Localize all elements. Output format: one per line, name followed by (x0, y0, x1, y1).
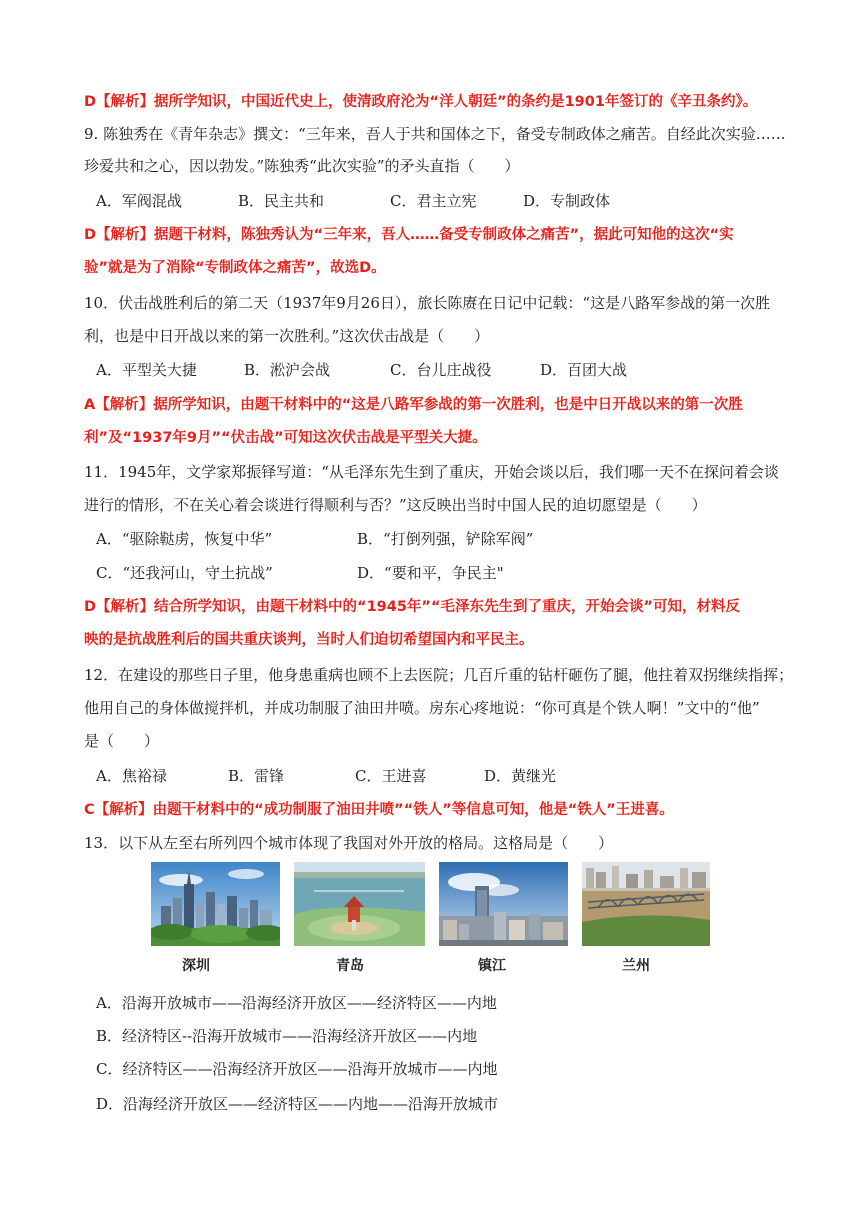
q12-option-c: C．王进喜 (355, 767, 427, 785)
q9-option-b: B．民主共和 (238, 192, 325, 210)
zhenjiang-photo (439, 862, 568, 946)
q13-option-d: D．沿海经济开放区——经济特区——内地——沿海开放城市 (96, 1095, 499, 1113)
question-10-line-1: 10．伏击战胜利后的第二天（1937年9月26日），旅长陈赓在日记中记载：“这是八路军参战的第一次胜 (84, 294, 771, 312)
question-12-line-2: 他用自己的身体做搅拌机，并成功制服了油田井喷。房东心疼地说：“你可真是个铁人啊！”文中的“他” (84, 699, 760, 717)
answer-9-line-2: 验”就是为了消除“专制政体之痛苦”，故选D。 (84, 260, 386, 276)
q9-option-a: A．军阀混战 (96, 192, 182, 210)
q9-option-d: D．专制政体 (523, 192, 611, 210)
caption-qingdao: 青岛 (336, 958, 364, 974)
q11-option-c: C．“还我河山，守土抗战” (96, 564, 273, 582)
q11-option-d: D．“要和平，争民主" (357, 564, 504, 582)
q10-option-a: A．平型关大捷 (96, 361, 197, 379)
q12-option-a: A．焦裕禄 (96, 767, 167, 785)
answer-10-line-1: A【解析】据所学知识，由题干材料中的“这是八路军参战的第一次胜利，也是中日开战以来的第一次胜 (84, 397, 743, 413)
q10-option-b: B．淞沪会战 (244, 361, 331, 379)
question-10-line-2: 利，也是中日开战以来的第一次胜利。”这次伏击战是（ ） (84, 327, 490, 345)
answer-9-line-1: D【解析】据题干材料，陈独秀认为“三年来，吾人……备受专制政体之痛苦”，据此可知他的这次“实 (84, 227, 734, 243)
answer-10-line-2: 利”及“1937年9月”“伏击战”可知这次伏击战是平型关大捷。 (84, 430, 487, 446)
question-12-line-3: 是（ ） (84, 732, 160, 750)
q10-option-d: D．百团大战 (540, 361, 628, 379)
answer-11-line-1: D【解析】结合所学知识，由题干材料中的“1945年”“毛泽东先生到了重庆，开始会谈”可知，材料反 (84, 599, 741, 615)
answer-12: C【解析】由题干材料中的“成功制服了油田井喷”“铁人”等信息可知，他是“铁人”王进喜。 (84, 802, 674, 818)
q12-option-b: B．雷锋 (228, 767, 285, 785)
caption-lanzhou: 兰州 (622, 958, 650, 974)
question-9-line-1: 9. 陈独秀在《青年杂志》撰文：“三年来，吾人于共和国体之下，备受专制政体之痛苦。自经此次实验…… (84, 125, 786, 143)
question-9-line-2: 珍爱共和之心，因以勃发。”陈独秀“此次实验”的矛头直指（ ） (84, 157, 520, 175)
question-13-line-1: 13．以下从左至右所列四个城市体现了我国对外开放的格局。这格局是（ ） (84, 834, 614, 852)
q13-option-b: B．经济特区--沿海开放城市——沿海经济开放区——内地 (96, 1027, 478, 1045)
qingdao-photo (294, 862, 425, 946)
caption-shenzhen: 深圳 (182, 958, 210, 974)
question-11-line-1: 11．1945年，文学家郑振铎写道：“从毛泽东先生到了重庆，开始会谈以后，我们哪一天不在探问着会谈 (84, 463, 779, 481)
q12-option-d: D．黄继光 (484, 767, 557, 785)
q10-option-c: C．台儿庄战役 (390, 361, 492, 379)
answer-11-line-2: 映的是抗战胜利后的国共重庆谈判，当时人们迫切希望国内和平民主。 (84, 632, 534, 648)
answer-8: D【解析】据所学知识，中国近代史上，使清政府沦为“洋人朝廷”的条约是1901年签订的《辛丑条约》。 (84, 94, 758, 110)
question-11-line-2: 进行的情形，不在关心着会谈进行得顺利与否？”这反映出当时中国人民的迫切愿望是（ ） (84, 496, 707, 514)
q11-option-b: B．“打倒列强，铲除军阀” (357, 530, 534, 548)
question-12-line-1: 12．在建设的那些日子里，他身患重病也顾不上去医院；几百斤重的钻杆砸伤了腿，他拄着双拐继续指挥； (84, 666, 794, 684)
shenzhen-photo (151, 862, 280, 946)
q13-option-c: C．经济特区——沿海经济开放区——沿海开放城市——内地 (96, 1060, 498, 1078)
q9-option-c: C．君主立宪 (390, 192, 477, 210)
caption-zhenjiang: 镇江 (478, 958, 506, 974)
lanzhou-photo (582, 862, 710, 946)
q11-option-a: A．“驱除鞑虏，恢复中华” (96, 530, 273, 548)
q13-option-a: A．沿海开放城市——沿海经济开放区——经济特区——内地 (96, 994, 497, 1012)
